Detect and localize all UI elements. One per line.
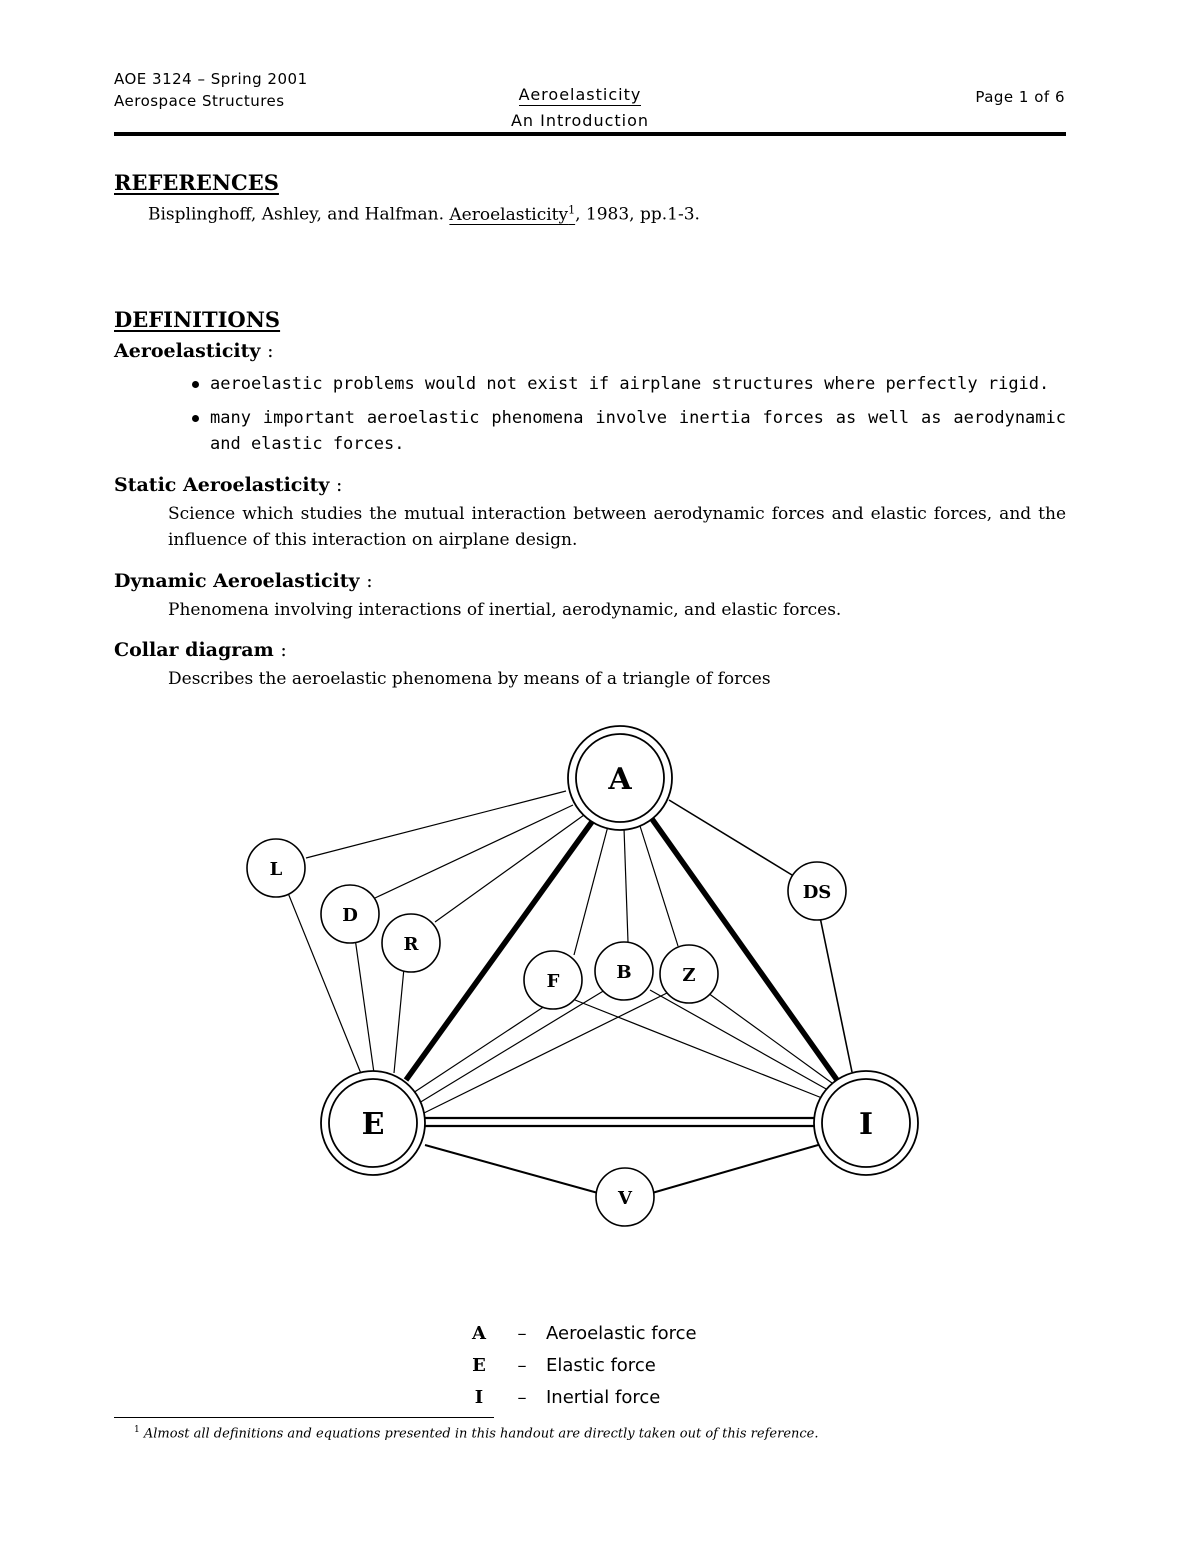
node-i-label: I xyxy=(858,1107,874,1142)
edge-ds-i xyxy=(820,917,852,1072)
term-aeroelasticity-label: Aeroelasticity xyxy=(114,340,261,362)
legend-key: E xyxy=(472,1355,486,1376)
legend-row xyxy=(460,1318,697,1350)
legend-value: Inertial force xyxy=(546,1387,661,1408)
edge-a-ds xyxy=(669,800,792,875)
node-b-label: B xyxy=(616,962,632,983)
dynamic-definition: Phenomena involving interactions of inertial, aerodynamic, and elastic forces. xyxy=(168,600,842,620)
edge-r-e xyxy=(394,968,404,1073)
edge-a-b xyxy=(624,828,628,942)
course-label: AOE 3124 – Spring 2001 xyxy=(114,70,308,88)
term-collar-label: Collar diagram xyxy=(114,639,274,661)
node-ds-label: DS xyxy=(802,882,832,903)
term-dynamic-label: Dynamic Aeroelasticity xyxy=(114,570,360,592)
node-r-label: R xyxy=(403,934,419,955)
legend-row xyxy=(460,1382,697,1414)
static-definition: Science which studies the mutual interaction between aerodynamic forces and elastic forces, and the influence of this interaction on airplane design. xyxy=(168,504,1066,550)
reference-book-title: Aeroelasticity xyxy=(449,204,569,225)
node-a-label: A xyxy=(608,762,632,797)
legend-key: I xyxy=(474,1387,484,1408)
term-colon: : xyxy=(280,639,287,661)
legend-row xyxy=(460,1350,697,1382)
term-colon: : xyxy=(366,570,373,592)
legend-dash: – xyxy=(517,1387,527,1408)
page-number: Page 1 of 6 xyxy=(975,88,1065,106)
edge-a-f xyxy=(574,826,608,955)
document-title: Aeroelasticity xyxy=(518,85,642,104)
footnote xyxy=(134,1425,819,1441)
bullet-text: aeroelastic problems would not exist if airplane structures where perfectly rigid. xyxy=(210,374,1050,394)
footnote-rule xyxy=(114,1417,494,1418)
legend-value: Elastic force xyxy=(546,1355,656,1376)
edge-f-e xyxy=(413,1004,548,1093)
subject-label: Aerospace Structures xyxy=(114,92,285,110)
edge-b-e xyxy=(419,990,605,1103)
term-colon: : xyxy=(336,474,343,496)
legend-dash: – xyxy=(517,1355,527,1376)
diagram-legend xyxy=(460,1318,697,1414)
edge-e-v xyxy=(425,1145,598,1193)
footnote-number: 1 xyxy=(134,1425,140,1435)
edge-d-e xyxy=(355,938,374,1073)
definitions-heading: DEFINITIONS xyxy=(114,307,281,332)
reference-details: , 1983, pp.1-3. xyxy=(575,204,700,225)
legend-key: A xyxy=(472,1323,486,1344)
collar-definition: Describes the aeroelastic phenomena by means of a triangle of forces xyxy=(168,669,771,689)
references-heading: REFERENCES xyxy=(114,170,279,195)
document-subtitle: An Introduction xyxy=(510,111,650,130)
edge-v-i xyxy=(652,1143,825,1193)
edge-z-i xyxy=(708,993,832,1083)
footnote-text: Almost all definitions and equations presented in this handout are directly taken out of this reference. xyxy=(143,1426,819,1442)
term-static-label: Static Aeroelasticity xyxy=(114,474,330,496)
legend-value: Aeroelastic force xyxy=(546,1323,697,1344)
node-d-label: D xyxy=(342,905,358,926)
footnote-mark: 1 xyxy=(568,203,576,216)
edge-z-e xyxy=(424,993,667,1113)
reference-authors: Bisplinghoff, Ashley, and Halfman. xyxy=(148,204,444,225)
node-f-label: F xyxy=(546,971,560,992)
legend-dash: – xyxy=(517,1323,527,1344)
bullet-text: many important aeroelastic phenomena involve inertia forces as well as aerodynamic and elastic forces. xyxy=(210,408,1066,454)
node-l-label: L xyxy=(269,859,283,880)
node-e-label: E xyxy=(361,1107,385,1142)
node-z-label: Z xyxy=(682,965,696,986)
edge-a-l xyxy=(306,791,566,858)
node-v-label: V xyxy=(618,1188,632,1209)
term-colon: : xyxy=(267,340,274,362)
edge-a-d xyxy=(375,805,573,898)
